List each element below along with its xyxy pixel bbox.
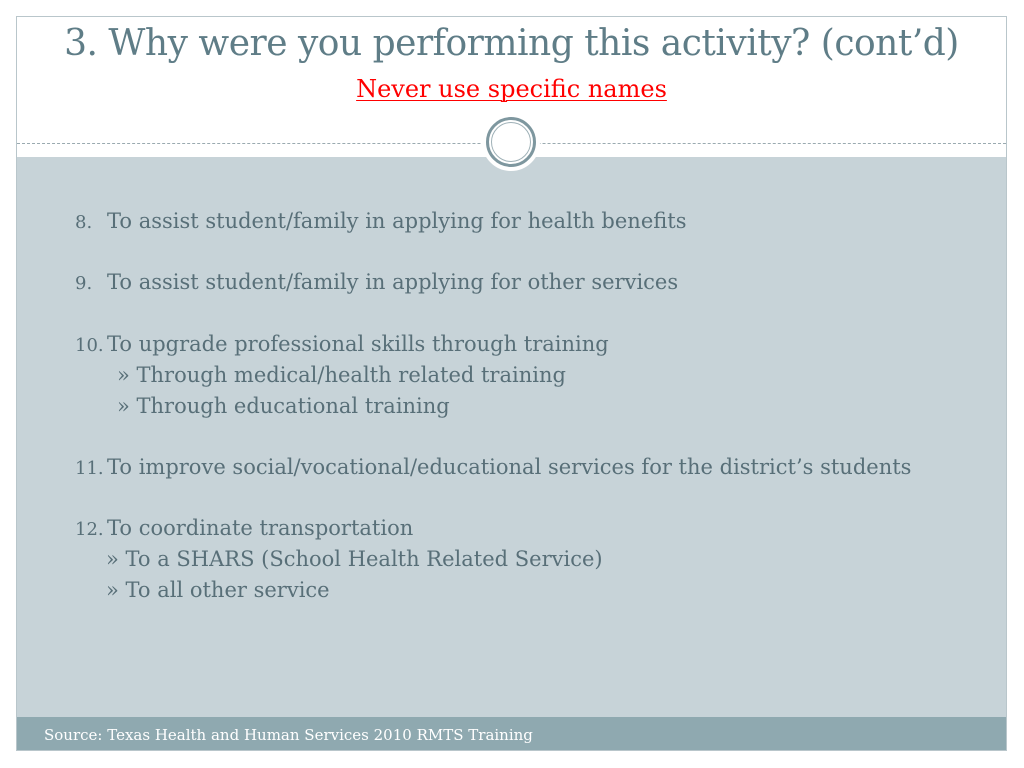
item-number: 10. [75,335,104,356]
list-item [75,332,609,356]
footer-source: Source: Texas Health and Human Services 2010 RMTS Training [44,726,533,744]
sub-item: » Through educational training [117,394,450,418]
list-item [75,516,413,540]
sub-item: » Through medical/health related training [117,363,566,387]
item-text: To assist student/family in applying for other services [107,270,679,294]
item-number: 11. [75,458,104,479]
item-number: 9. [75,273,93,294]
sub-item: » To all other service [106,578,330,602]
slide-title: 3. Why were you performing this activity? (cont’d) [64,23,959,64]
item-text: To improve social/vocational/educational services for the district’s students [107,455,912,479]
list-item [75,270,678,294]
subtitle-text: Never use specific names [356,75,667,103]
item-text: To assist student/family in applying for health benefits [107,209,687,233]
slide [16,16,1007,751]
sub-item: » To a SHARS (School Health Related Service) [106,547,603,571]
footer [17,717,1006,751]
list-item [75,455,911,479]
item-text: To upgrade professional skills through training [107,332,609,356]
item-text: To coordinate transportation [107,516,414,540]
circle-ornament-inner [491,122,531,162]
item-number: 8. [75,212,93,233]
slide-subtitle [17,75,1006,103]
list-item [75,209,686,233]
item-number: 12. [75,519,104,540]
content-area [17,157,1006,717]
